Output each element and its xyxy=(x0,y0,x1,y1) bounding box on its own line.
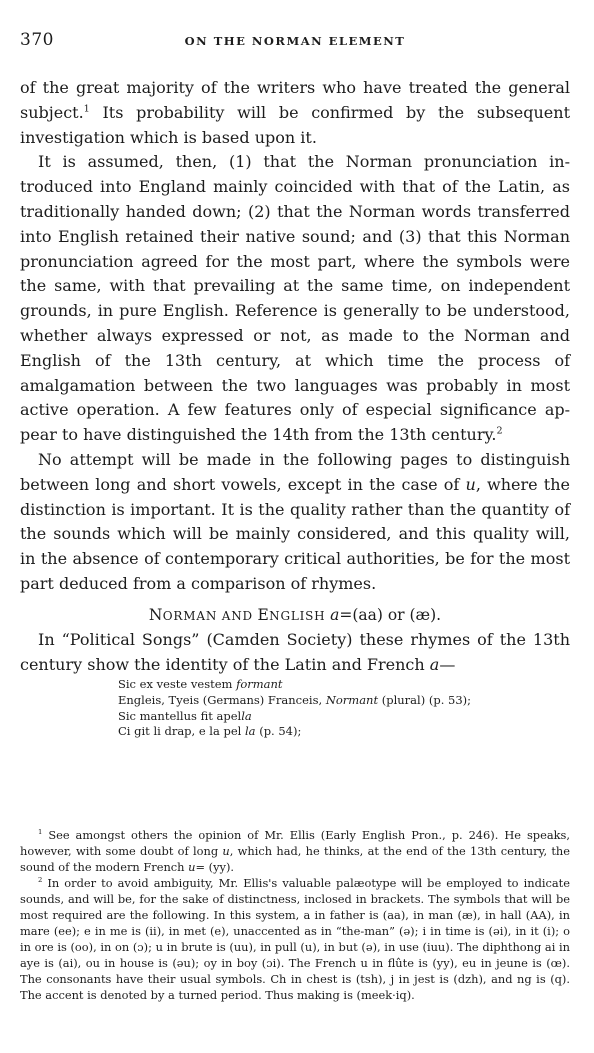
page-header xyxy=(20,30,570,54)
verse-line-2-italic: Normant xyxy=(325,692,379,707)
verse-line-3-text: Sic mantellus fit apel xyxy=(118,708,242,723)
paragraph-2 xyxy=(20,150,570,448)
footnote-2-text: In order to avoid ambiguity, Mr. Ellis's valuable palæotype will be employed to indicate sounds, and will be, for the sake of distinctness, inclosed in brackets. The symbols that will be most required are the following. In this system, a in father is (aa), in man (æ), in hall (AA), in mare (ee); e in me is (ii), in met (e), unaccented as in “the-man” (ə); i in time is (əi), in it (i); o in ore is (oo), in on (ɔ); u in brute is (uu), in pull (u), in but (ə), in use (iuu). The diphthong ai in aye is (ai), ou in house is (əu); oy in boy (ɔi). The French u in flûte is (yy), eu in jeune is (œ). The consonants have their usual symbols. Ch in chest is (tsh), j in jest is (dzh), and ng is (q). The accent is denoted by a turned period. Thus making is (meek·iq). xyxy=(20,876,570,1002)
verse-line-2 xyxy=(118,693,570,709)
verse-line-4-italic: la xyxy=(245,724,256,739)
footnote-ref-1: 1 xyxy=(83,103,90,115)
verse-line-3-italic: la xyxy=(241,708,252,723)
footnote-1-italic-u: u xyxy=(222,844,230,858)
verse-line-4-text: Ci git li drap, e la pel xyxy=(118,724,245,739)
running-head: ON THE NORMAN ELEMENT xyxy=(184,34,406,48)
paragraph-3-text-a: No attempt will be made in the following pages to distinguish between long and short vowels, except in the case of xyxy=(20,449,570,494)
heading-letter-a: a xyxy=(330,605,340,624)
footnote-1-text-a: See amongst others the opinion of Mr. Ellis (Early English Pron., p. 246). He speaks, however, with some doubt of long xyxy=(20,828,570,858)
footnote-1-text-c: = (yy). xyxy=(195,860,235,874)
paragraph-3 xyxy=(20,448,570,597)
verse-line-1-text: Sic ex veste vestem xyxy=(118,677,237,692)
footnote-ref-2: 2 xyxy=(496,425,503,437)
footnote-2-mark: 2 xyxy=(38,876,43,885)
verse-line-1 xyxy=(118,677,570,693)
heading-sounds: =(aa) or (æ). xyxy=(339,605,442,624)
footnote-1-mark: 1 xyxy=(38,828,43,837)
paragraph-3-italic-u: u xyxy=(465,474,476,494)
main-text xyxy=(20,76,570,740)
paragraph-2-text: It is assumed, then, (1) that the Norman pronunciation introduced into England mainly coincided with that of the Latin, as traditionally handed down; (2) that the Norman words transferred into English retained their native sound; and (3) that this Norman pronunciation agreed for the most part, where the symbols were the same, with that prevailing at the same time, on independent grounds, in pure English. Reference is generally to be understood, whether always expressed or not, as made to the Norman and English of the 13th century, at which time the process of amalgamation between the two languages was probably in most active operation. A few features only of especial significance appear to have distinguished the 14th from the 13th century. xyxy=(20,152,570,445)
heading-initial-e: E xyxy=(257,605,270,624)
footnote-1-text-b: , which had, he thinks, at the end of the 13th century, the sound of the modern French xyxy=(20,844,570,874)
paragraph-4-italic-a: a xyxy=(429,654,440,674)
footnote-1-italic-u2: u xyxy=(188,860,196,874)
paragraph-1-text-b: Its probability will be confirmed by the subsequent investigation which is based upon it. xyxy=(20,102,570,147)
paragraph-1-text-a: of the great majority of the writers who have treated the general subject. xyxy=(20,78,570,122)
verse-line-4 xyxy=(118,724,570,740)
page-number: 370 xyxy=(20,30,54,50)
heading-english-rest: NGLISH xyxy=(269,608,331,623)
footnote-2 xyxy=(20,875,570,1003)
paragraph-4-text: In “Political Songs” (Camden Society) these rhymes of the 13th century show the identity of the Latin and French xyxy=(20,629,570,674)
verse-line-1-italic: formant xyxy=(236,677,283,692)
paragraph-1 xyxy=(20,76,570,150)
heading-initial-n: N xyxy=(148,605,163,624)
footnote-1 xyxy=(20,827,570,875)
verse-quotation xyxy=(118,677,570,739)
footnotes xyxy=(20,827,570,1003)
paragraph-3-text-b: , where the distinction is important. It is the quality rather than the quantity of the sounds which will be mainly considered, and this quality will, in the absence of contemporary critical authorities, be for the most part deduced from a comparison of rhymes. xyxy=(20,474,571,593)
paragraph-4-dash: — xyxy=(439,654,456,674)
verse-line-3 xyxy=(118,709,570,725)
verse-line-2-tail: (plural) (p. 53); xyxy=(378,692,472,707)
verse-line-2-text: Engleis, Tyeis (Germans) Franceis, xyxy=(118,692,326,707)
verse-line-4-tail: (p. 54); xyxy=(255,724,302,739)
paragraph-4 xyxy=(20,628,570,678)
heading-norman-rest: ORMAN AND xyxy=(162,608,258,623)
section-heading xyxy=(20,603,570,628)
